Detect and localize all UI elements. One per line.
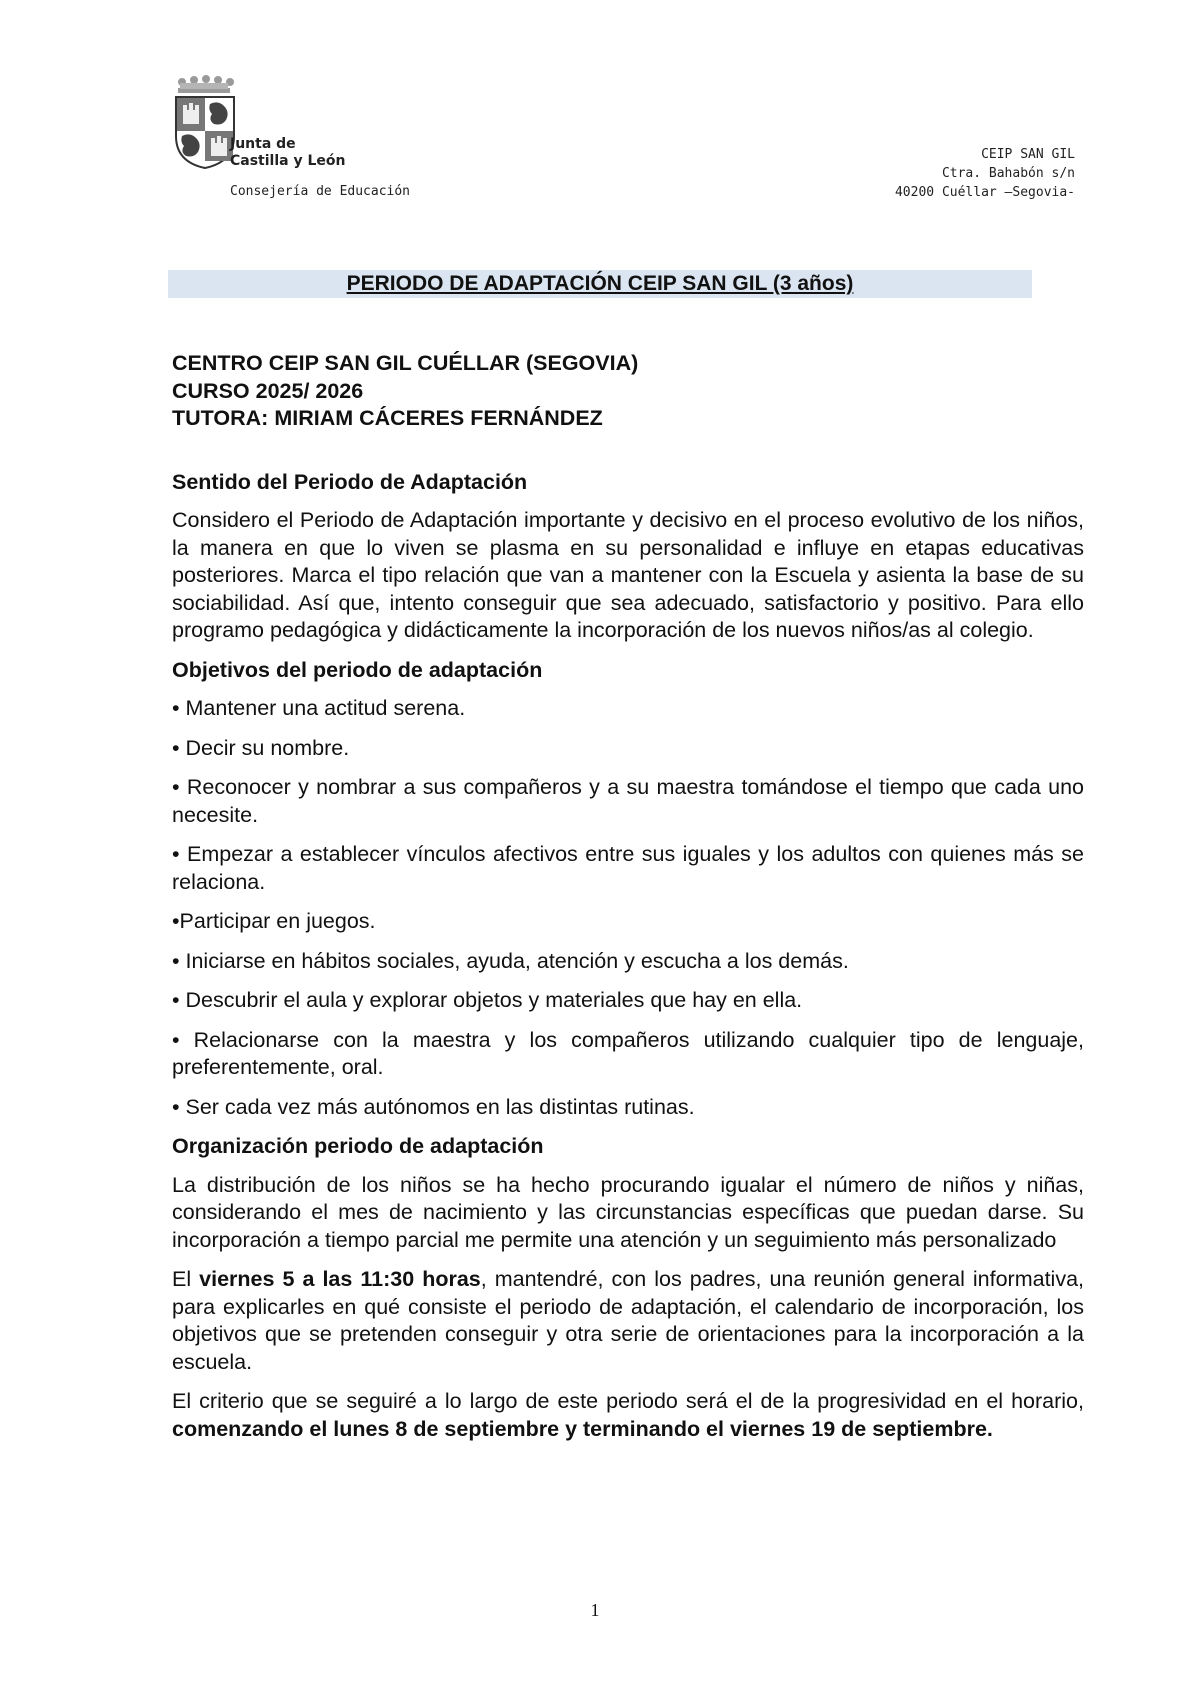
list-item: • Mantener una actitud serena. — [172, 696, 466, 720]
list-item: • Empezar a establecer vínculos afectivos entre sus iguales y los adultos con quienes más se relaciona. — [172, 842, 1084, 894]
paragraph-meeting — [172, 1266, 1084, 1376]
document-body — [172, 350, 1084, 1443]
info-tutor: TUTORA: MIRIAM CÁCERES FERNÁNDEZ — [172, 406, 603, 430]
logo-line-2: Castilla y León — [230, 153, 346, 169]
school-city: 40200 Cuéllar –Segovia- — [894, 185, 1075, 200]
section-heading: Organización periodo de adaptación — [172, 1134, 544, 1158]
list-item: • Ser cada vez más autónomos en las distintas rutinas. — [172, 1094, 695, 1119]
logo-line-1: Junta de — [230, 136, 296, 152]
school-address — [895, 145, 1075, 202]
logo-text — [230, 136, 345, 170]
paragraph: Considero el Periodo de Adaptación importante y decisivo en el proceso evolutivo de los niños, la manera en que lo viven se plasma en su personalidad e influye en etapas educativas posteriores. Marca el tipo relación que van a mantener con la Escuela y asienta la base de su sociabilidad. Así que, intento conseguir que sea adecuado, satisfactorio y positivo. Para ello programo pedagógica y didácticamente la incorporación de los nuevos niños/as al colegio. — [172, 508, 1084, 642]
document-title: PERIODO DE ADAPTACIÓN CEIP SAN GIL (3 años) — [346, 272, 854, 295]
school-street: Ctra. Bahabón s/n — [941, 166, 1075, 181]
page-number: 1 — [590, 1600, 600, 1620]
list-item: • Decir su nombre. — [172, 735, 350, 760]
department-name: Consejería de Educación — [230, 184, 411, 199]
list-item: • Relacionarse con la maestra y los compañeros utilizando cualquier tipo de lenguaje, preferentemente, oral. — [172, 1027, 1084, 1079]
meeting-date: viernes 5 a las 11:30 horas — [199, 1267, 481, 1291]
section-heading: Sentido del Periodo de Adaptación — [172, 469, 528, 494]
paragraph-schedule — [172, 1388, 1084, 1443]
list-item: • Reconocer y nombrar a sus compañeros y a su maestra tomándose el tiempo que cada uno necesite. — [172, 775, 1084, 827]
schedule-dates: comenzando el lunes 8 de septiembre y terminando el viernes 19 de septiembre. — [172, 1416, 993, 1441]
paragraph: La distribución de los niños se ha hecho procurando igualar el número de niños y niñas, considerando el mes de nacimiento y las circunstancias específicas que puedan darse. Su incorporación a tiempo parcial me permite una atención y un seguimiento más personalizado — [172, 1172, 1084, 1252]
info-center: CENTRO CEIP SAN GIL CUÉLLAR (SEGOVIA) — [172, 351, 639, 375]
info-course: CURSO 2025/ 2026 — [172, 378, 364, 403]
text-run: , mantendré, con los padres, una reunión general informativa, para explicarles en qué consiste el periodo de adaptación, el calendario de incorporación, los objetivos que se pretenden conseguir y otra serie de orientaciones para la incorporación a la escuela. — [172, 1267, 1084, 1374]
text-run: El criterio que se seguiré a lo largo de este periodo será el de la progresividad en el horario, — [172, 1389, 1084, 1413]
list-item: •Participar en juegos. — [172, 909, 376, 933]
school-name: CEIP SAN GIL — [981, 147, 1075, 162]
list-item: • Iniciarse en hábitos sociales, ayuda, atención y escucha a los demás. — [172, 948, 849, 973]
section-heading: Objetivos del periodo de adaptación — [172, 657, 543, 682]
list-item: • Descubrir el aula y explorar objetos y materiales que hay en ella. — [172, 988, 803, 1012]
text-run: El — [172, 1267, 200, 1291]
